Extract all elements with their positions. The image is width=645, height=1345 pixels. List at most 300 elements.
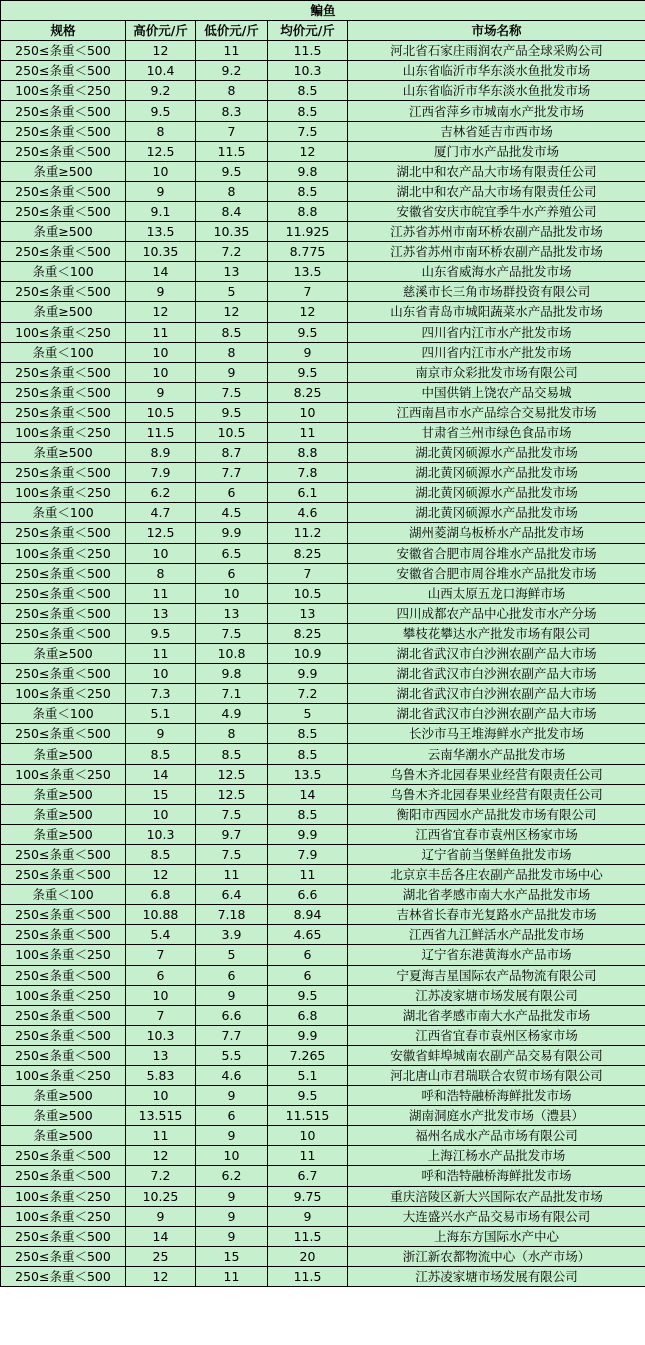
cell-spec: 250≤条重＜500: [1, 101, 126, 121]
cell-low-price: 4.6: [196, 1065, 268, 1085]
cell-spec: 100≤条重＜250: [1, 81, 126, 101]
cell-high-price: 10.35: [126, 242, 196, 262]
cell-avg-price: 11.2: [268, 523, 348, 543]
cell-spec: 条重≥500: [1, 443, 126, 463]
cell-spec: 条重＜100: [1, 704, 126, 724]
cell-avg-price: 11.925: [268, 222, 348, 242]
cell-avg-price: 9.5: [268, 362, 348, 382]
cell-market-name: 安徽省合肥市周谷堆水产品批发市场: [348, 563, 645, 583]
cell-market-name: 河北省石家庄雨润农产品全球采购公司: [348, 41, 645, 61]
cell-high-price: 9: [126, 181, 196, 201]
cell-avg-price: 9.5: [268, 1086, 348, 1106]
cell-market-name: 中国供销上饶农产品交易城: [348, 382, 645, 402]
cell-spec: 250≤条重＜500: [1, 141, 126, 161]
cell-low-price: 5.5: [196, 1045, 268, 1065]
cell-high-price: 10: [126, 543, 196, 563]
cell-low-price: 8.4: [196, 201, 268, 221]
cell-spec: 条重≥500: [1, 824, 126, 844]
cell-spec: 250≤条重＜500: [1, 1266, 126, 1286]
cell-high-price: 11: [126, 322, 196, 342]
cell-spec: 100≤条重＜250: [1, 764, 126, 784]
cell-low-price: 6.4: [196, 885, 268, 905]
cell-avg-price: 11.5: [268, 1226, 348, 1246]
cell-avg-price: 6: [268, 965, 348, 985]
cell-avg-price: 6.1: [268, 483, 348, 503]
cell-avg-price: 10.9: [268, 644, 348, 664]
cell-high-price: 12: [126, 41, 196, 61]
cell-avg-price: 9: [268, 342, 348, 362]
cell-spec: 100≤条重＜250: [1, 1186, 126, 1206]
cell-spec: 250≤条重＜500: [1, 1226, 126, 1246]
cell-spec: 100≤条重＜250: [1, 985, 126, 1005]
table-row: [1, 443, 645, 463]
cell-high-price: 10.88: [126, 905, 196, 925]
table-row: [1, 362, 645, 382]
cell-market-name: 云南华潮水产品批发市场: [348, 744, 645, 764]
cell-low-price: 7.5: [196, 623, 268, 643]
cell-market-name: 山东省临沂市华东淡水鱼批发市场: [348, 61, 645, 81]
cell-avg-price: 11: [268, 865, 348, 885]
cell-low-price: 8.7: [196, 443, 268, 463]
cell-low-price: 8: [196, 181, 268, 201]
cell-spec: 条重≥500: [1, 1086, 126, 1106]
cell-spec: 条重≥500: [1, 1106, 126, 1126]
cell-high-price: 9.5: [126, 623, 196, 643]
cell-market-name: 甘肃省兰州市绿色食品市场: [348, 422, 645, 442]
cell-avg-price: 10: [268, 1126, 348, 1146]
table-row: [1, 1086, 645, 1106]
cell-high-price: 8.5: [126, 844, 196, 864]
cell-low-price: 11: [196, 1266, 268, 1286]
cell-spec: 250≤条重＜500: [1, 724, 126, 744]
cell-high-price: 7.9: [126, 463, 196, 483]
cell-low-price: 8: [196, 342, 268, 362]
cell-market-name: 安徽省安庆市皖宜季牛水产养殖公司: [348, 201, 645, 221]
cell-market-name: 江西省萍乡市城南水产批发市场: [348, 101, 645, 121]
cell-low-price: 9: [196, 1126, 268, 1146]
table-row: [1, 382, 645, 402]
table-row: [1, 724, 645, 744]
cell-high-price: 15: [126, 784, 196, 804]
cell-avg-price: 7.9: [268, 844, 348, 864]
table-row: [1, 1246, 645, 1266]
table-row: [1, 483, 645, 503]
cell-low-price: 10: [196, 1146, 268, 1166]
cell-spec: 250≤条重＜500: [1, 362, 126, 382]
cell-spec: 250≤条重＜500: [1, 623, 126, 643]
cell-market-name: 辽宁省东港黄海水产品市场: [348, 945, 645, 965]
cell-high-price: 6.2: [126, 483, 196, 503]
cell-avg-price: 5: [268, 704, 348, 724]
cell-high-price: 9.2: [126, 81, 196, 101]
header-high-price: 高价元/斤: [126, 21, 196, 41]
table-row: [1, 985, 645, 1005]
table-row: [1, 764, 645, 784]
cell-spec: 条重≥500: [1, 784, 126, 804]
cell-market-name: 四川成都农产品中心批发市水产分场: [348, 603, 645, 623]
cell-low-price: 7.5: [196, 804, 268, 824]
cell-market-name: 湖南洞庭水产批发市场（澧县）: [348, 1106, 645, 1126]
cell-avg-price: 8.5: [268, 181, 348, 201]
cell-high-price: 10: [126, 161, 196, 181]
table-row: [1, 945, 645, 965]
table-row: [1, 1206, 645, 1226]
cell-high-price: 10.3: [126, 824, 196, 844]
cell-avg-price: 8.8: [268, 443, 348, 463]
table-row: [1, 664, 645, 684]
cell-avg-price: 13.5: [268, 764, 348, 784]
cell-high-price: 12: [126, 1146, 196, 1166]
cell-market-name: 江西省宜春市袁州区杨家市场: [348, 824, 645, 844]
cell-market-name: 四川省内江市水产批发市场: [348, 322, 645, 342]
cell-low-price: 9: [196, 1206, 268, 1226]
cell-high-price: 10.4: [126, 61, 196, 81]
table-row: [1, 282, 645, 302]
cell-low-price: 10.35: [196, 222, 268, 242]
cell-avg-price: 8.5: [268, 744, 348, 764]
cell-spec: 100≤条重＜250: [1, 684, 126, 704]
cell-low-price: 9.7: [196, 824, 268, 844]
cell-low-price: 11: [196, 865, 268, 885]
cell-avg-price: 14: [268, 784, 348, 804]
cell-spec: 250≤条重＜500: [1, 41, 126, 61]
cell-low-price: 8: [196, 81, 268, 101]
cell-low-price: 5: [196, 945, 268, 965]
cell-market-name: 重庆涪陵区新大兴国际农产品批发市场: [348, 1186, 645, 1206]
cell-market-name: 呼和浩特融桥海鲜批发市场: [348, 1166, 645, 1186]
cell-market-name: 辽宁省前当堡鲜鱼批发市场: [348, 844, 645, 864]
cell-market-name: 北京京丰岳各庄农副产品批发市场中心: [348, 865, 645, 885]
cell-low-price: 6.2: [196, 1166, 268, 1186]
cell-avg-price: 11: [268, 1146, 348, 1166]
cell-spec: 条重＜100: [1, 342, 126, 362]
cell-low-price: 7: [196, 121, 268, 141]
cell-spec: 250≤条重＜500: [1, 201, 126, 221]
cell-low-price: 12.5: [196, 784, 268, 804]
cell-low-price: 13: [196, 603, 268, 623]
table-row: [1, 804, 645, 824]
cell-spec: 条重≥500: [1, 302, 126, 322]
cell-avg-price: 7.5: [268, 121, 348, 141]
cell-spec: 250≤条重＜500: [1, 583, 126, 603]
cell-market-name: 宁夏海吉星国际农产品物流有限公司: [348, 965, 645, 985]
cell-spec: 250≤条重＜500: [1, 1246, 126, 1266]
cell-low-price: 12.5: [196, 764, 268, 784]
cell-low-price: 4.5: [196, 503, 268, 523]
cell-market-name: 安徽省合肥市周谷堆水产品批发市场: [348, 543, 645, 563]
table-row: [1, 684, 645, 704]
cell-spec: 250≤条重＜500: [1, 865, 126, 885]
table-row: [1, 603, 645, 623]
cell-high-price: 10: [126, 985, 196, 1005]
cell-market-name: 湖北省武汉市白沙洲农副产品大市场: [348, 684, 645, 704]
cell-low-price: 8.5: [196, 322, 268, 342]
cell-market-name: 慈溪市长三角市场群投资有限公司: [348, 282, 645, 302]
table-row: [1, 342, 645, 362]
cell-avg-price: 9.9: [268, 664, 348, 684]
cell-market-name: 四川省内江市水产批发市场: [348, 342, 645, 362]
cell-high-price: 12: [126, 302, 196, 322]
table-row: [1, 1186, 645, 1206]
cell-high-price: 25: [126, 1246, 196, 1266]
cell-low-price: 8: [196, 724, 268, 744]
cell-avg-price: 7.8: [268, 463, 348, 483]
cell-high-price: 13.5: [126, 222, 196, 242]
cell-high-price: 6.8: [126, 885, 196, 905]
cell-market-name: 江苏省苏州市南环桥农副产品批发市场: [348, 242, 645, 262]
cell-low-price: 7.5: [196, 382, 268, 402]
cell-market-name: 湖北省武汉市白沙洲农副产品大市场: [348, 704, 645, 724]
cell-market-name: 湖北省孝感市南大水产品批发市场: [348, 885, 645, 905]
cell-market-name: 呼和浩特融桥海鲜批发市场: [348, 1086, 645, 1106]
cell-high-price: 9: [126, 724, 196, 744]
cell-avg-price: 20: [268, 1246, 348, 1266]
table-row: [1, 1266, 645, 1286]
cell-spec: 100≤条重＜250: [1, 483, 126, 503]
cell-spec: 250≤条重＜500: [1, 1005, 126, 1025]
cell-low-price: 9.5: [196, 402, 268, 422]
cell-avg-price: 11.5: [268, 1266, 348, 1286]
cell-high-price: 10: [126, 664, 196, 684]
cell-low-price: 10.8: [196, 644, 268, 664]
cell-spec: 条重＜100: [1, 885, 126, 905]
cell-spec: 条重≥500: [1, 804, 126, 824]
cell-spec: 250≤条重＜500: [1, 563, 126, 583]
cell-avg-price: 9.9: [268, 1025, 348, 1045]
cell-high-price: 8: [126, 121, 196, 141]
cell-high-price: 9: [126, 1206, 196, 1226]
cell-high-price: 10: [126, 804, 196, 824]
cell-high-price: 10: [126, 1086, 196, 1106]
table-row: [1, 1025, 645, 1045]
cell-market-name: 江苏省苏州市南环桥农副产品批发市场: [348, 222, 645, 242]
table-row: [1, 1226, 645, 1246]
cell-avg-price: 4.65: [268, 925, 348, 945]
cell-market-name: 安徽省蚌埠城南农副产品交易有限公司: [348, 1045, 645, 1065]
cell-low-price: 13: [196, 262, 268, 282]
cell-avg-price: 10.3: [268, 61, 348, 81]
table-row: [1, 222, 645, 242]
cell-avg-price: 8.5: [268, 81, 348, 101]
cell-spec: 250≤条重＜500: [1, 61, 126, 81]
cell-avg-price: 11: [268, 422, 348, 442]
cell-spec: 条重＜100: [1, 503, 126, 523]
cell-high-price: 5.4: [126, 925, 196, 945]
cell-high-price: 12: [126, 1266, 196, 1286]
cell-avg-price: 7.2: [268, 684, 348, 704]
cell-market-name: 攀枝花攀达水产批发市场有限公司: [348, 623, 645, 643]
table-row: [1, 181, 645, 201]
table-row: [1, 583, 645, 603]
table-row: [1, 81, 645, 101]
cell-low-price: 7.18: [196, 905, 268, 925]
cell-high-price: 7: [126, 1005, 196, 1025]
cell-avg-price: 8.5: [268, 724, 348, 744]
cell-spec: 250≤条重＜500: [1, 242, 126, 262]
cell-spec: 250≤条重＜500: [1, 1146, 126, 1166]
cell-market-name: 山东省青岛市城阳蔬菜水产品批发市场: [348, 302, 645, 322]
cell-high-price: 10.3: [126, 1025, 196, 1045]
cell-avg-price: 9.75: [268, 1186, 348, 1206]
cell-avg-price: 9.8: [268, 161, 348, 181]
cell-spec: 100≤条重＜250: [1, 1206, 126, 1226]
table-row: [1, 1126, 645, 1146]
table-row: [1, 302, 645, 322]
header-row: [1, 21, 645, 41]
table-row: [1, 844, 645, 864]
cell-high-price: 12.5: [126, 523, 196, 543]
cell-market-name: 江西南昌市水产品综合交易批发市场: [348, 402, 645, 422]
cell-high-price: 8.9: [126, 443, 196, 463]
cell-high-price: 10.5: [126, 402, 196, 422]
cell-market-name: 湖北黄冈硕源水产品批发市场: [348, 483, 645, 503]
cell-high-price: 4.7: [126, 503, 196, 523]
table-row: [1, 523, 645, 543]
cell-high-price: 12: [126, 865, 196, 885]
cell-spec: 250≤条重＜500: [1, 181, 126, 201]
cell-avg-price: 7: [268, 563, 348, 583]
cell-market-name: 吉林省长春市光复路水产品批发市场: [348, 905, 645, 925]
cell-high-price: 9: [126, 282, 196, 302]
table-row: [1, 101, 645, 121]
table-row: [1, 563, 645, 583]
table-row: [1, 623, 645, 643]
cell-avg-price: 8.25: [268, 543, 348, 563]
cell-spec: 条重≥500: [1, 222, 126, 242]
table-row: [1, 61, 645, 81]
table-row: [1, 1065, 645, 1085]
cell-market-name: 山东省威海水产品批发市场: [348, 262, 645, 282]
table-row: [1, 402, 645, 422]
table-row: [1, 121, 645, 141]
table-row: [1, 1005, 645, 1025]
cell-market-name: 上海江杨水产品批发市场: [348, 1146, 645, 1166]
cell-low-price: 6: [196, 483, 268, 503]
cell-market-name: 浙江新农都物流中心（水产市场）: [348, 1246, 645, 1266]
table-row: [1, 704, 645, 724]
cell-avg-price: 8.25: [268, 382, 348, 402]
cell-spec: 250≤条重＜500: [1, 282, 126, 302]
cell-spec: 条重≥500: [1, 644, 126, 664]
cell-low-price: 9: [196, 1186, 268, 1206]
cell-high-price: 11: [126, 1126, 196, 1146]
cell-spec: 条重≥500: [1, 161, 126, 181]
title-row: [1, 1, 645, 21]
cell-spec: 250≤条重＜500: [1, 664, 126, 684]
cell-high-price: 13.515: [126, 1106, 196, 1126]
cell-avg-price: 6: [268, 945, 348, 965]
cell-market-name: 江西省九江鲜活水产品批发市场: [348, 925, 645, 945]
cell-low-price: 6: [196, 1106, 268, 1126]
cell-low-price: 8.5: [196, 744, 268, 764]
cell-low-price: 9: [196, 1226, 268, 1246]
cell-low-price: 9: [196, 1086, 268, 1106]
cell-market-name: 山西太原五龙口海鲜市场: [348, 583, 645, 603]
cell-avg-price: 13.5: [268, 262, 348, 282]
cell-avg-price: 8.775: [268, 242, 348, 262]
cell-avg-price: 11.515: [268, 1106, 348, 1126]
cell-spec: 条重≥500: [1, 744, 126, 764]
cell-spec: 250≤条重＜500: [1, 965, 126, 985]
cell-low-price: 4.9: [196, 704, 268, 724]
table-row: [1, 865, 645, 885]
cell-low-price: 7.1: [196, 684, 268, 704]
cell-low-price: 3.9: [196, 925, 268, 945]
cell-low-price: 9.2: [196, 61, 268, 81]
cell-spec: 250≤条重＜500: [1, 382, 126, 402]
table-row: [1, 422, 645, 442]
table-body: [1, 41, 645, 1287]
header-low-price: 低价元/斤: [196, 21, 268, 41]
cell-spec: 条重＜100: [1, 262, 126, 282]
cell-market-name: 湖北黄冈硕源水产品批发市场: [348, 443, 645, 463]
cell-low-price: 6: [196, 965, 268, 985]
cell-low-price: 9: [196, 985, 268, 1005]
cell-market-name: 湖北黄冈硕源水产品批发市场: [348, 463, 645, 483]
cell-low-price: 12: [196, 302, 268, 322]
cell-spec: 250≤条重＜500: [1, 925, 126, 945]
table-title: 鳊鱼: [1, 1, 645, 21]
cell-spec: 250≤条重＜500: [1, 1045, 126, 1065]
cell-market-name: 乌鲁木齐北园春果业经营有限责任公司: [348, 784, 645, 804]
cell-market-name: 长沙市马王堆海鲜水产批发市场: [348, 724, 645, 744]
cell-market-name: 上海东方国际水产中心: [348, 1226, 645, 1246]
header-avg-price: 均价元/斤: [268, 21, 348, 41]
cell-avg-price: 4.6: [268, 503, 348, 523]
table-row: [1, 1146, 645, 1166]
cell-low-price: 6.6: [196, 1005, 268, 1025]
table-row: [1, 925, 645, 945]
cell-high-price: 9.1: [126, 201, 196, 221]
cell-low-price: 7.7: [196, 1025, 268, 1045]
cell-low-price: 7.2: [196, 242, 268, 262]
cell-high-price: 13: [126, 603, 196, 623]
cell-market-name: 厦门市水产品批发市场: [348, 141, 645, 161]
cell-high-price: 8.5: [126, 744, 196, 764]
cell-spec: 250≤条重＜500: [1, 523, 126, 543]
cell-market-name: 湖北省武汉市白沙洲农副产品大市场: [348, 644, 645, 664]
cell-high-price: 5.83: [126, 1065, 196, 1085]
cell-avg-price: 5.1: [268, 1065, 348, 1085]
cell-low-price: 10.5: [196, 422, 268, 442]
cell-high-price: 8: [126, 563, 196, 583]
cell-market-name: 河北唐山市君瑞联合农贸市场有限公司: [348, 1065, 645, 1085]
cell-low-price: 11.5: [196, 141, 268, 161]
cell-spec: 250≤条重＜500: [1, 463, 126, 483]
cell-spec: 250≤条重＜500: [1, 1166, 126, 1186]
cell-low-price: 10: [196, 583, 268, 603]
table-row: [1, 905, 645, 925]
cell-avg-price: 12: [268, 141, 348, 161]
cell-avg-price: 12: [268, 302, 348, 322]
table-row: [1, 784, 645, 804]
table-row: [1, 965, 645, 985]
table-row: [1, 644, 645, 664]
cell-market-name: 衡阳市西园水产品批发市场有限公司: [348, 804, 645, 824]
table-row: [1, 322, 645, 342]
cell-market-name: 福州名成水产品市场有限公司: [348, 1126, 645, 1146]
cell-low-price: 9.9: [196, 523, 268, 543]
table-row: [1, 885, 645, 905]
cell-avg-price: 9.9: [268, 824, 348, 844]
cell-spec: 250≤条重＜500: [1, 402, 126, 422]
cell-low-price: 9: [196, 362, 268, 382]
table-row: [1, 503, 645, 523]
cell-low-price: 5: [196, 282, 268, 302]
cell-avg-price: 9.5: [268, 985, 348, 1005]
table-row: [1, 463, 645, 483]
cell-avg-price: 8.25: [268, 623, 348, 643]
